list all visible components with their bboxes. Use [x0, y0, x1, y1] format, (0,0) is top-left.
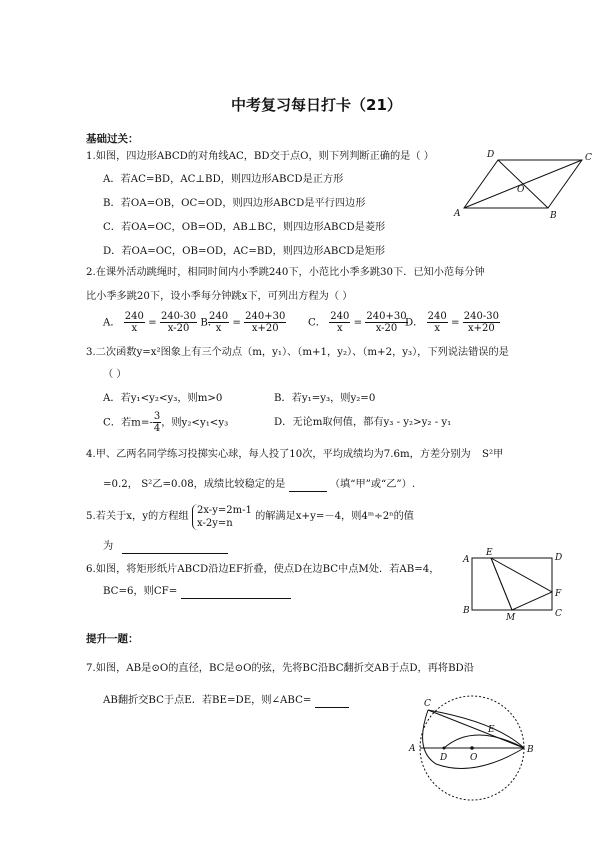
q6-label-a: A	[463, 555, 470, 565]
section-heading-basic: 基础过关：	[86, 133, 139, 145]
q4-line-2-b: =0.08，成绩比较稳定的是	[162, 479, 286, 490]
q4-answer-blank[interactable]	[289, 479, 327, 492]
q2-a-lhs: $\frac{240}{x}$	[124, 311, 144, 334]
q1-option-b: B．若OA=OB，OC=OD，则四边形ABCD是平行四边形	[103, 198, 366, 209]
q5-answer-blank[interactable]	[122, 541, 228, 554]
q6-line-1: 6.如图，将矩形纸片ABCD沿边EF折叠，使点D在边BC中点M处．若AB=4，	[86, 564, 440, 575]
q2-c-eq: =	[353, 317, 363, 329]
q2-b-rhs: $\frac{240+30}{x+20}$	[245, 311, 286, 334]
q2-option-c-letter: C．	[308, 317, 326, 329]
q2-option-c	[308, 311, 408, 334]
q1-stem: 1.如图，四边形ABCD的对角线AC，BD交于点O，则下列判断正确的是（ ）	[86, 151, 434, 162]
q1-label-o: O	[517, 185, 525, 195]
q6-label-c: C	[555, 609, 562, 619]
q2-d-rhs: $\frac{240-30}{x+20}$	[463, 311, 499, 334]
q5-eq-2: x-2y=n	[196, 518, 233, 529]
q3-option-d: D．无论m取何值，都有y₃ - y₂>y₂ - y₁	[274, 417, 452, 428]
q3-paren: （ ）	[103, 369, 127, 380]
q2-c-lhs: $\frac{240}{x}$	[330, 311, 350, 334]
q2-option-a	[103, 311, 218, 334]
q4-line-1: 4.甲、乙两名同学练习投掷实心球，每人投了10次，平均成绩均为7.6m，方差分别为	[86, 449, 471, 460]
q7-label-d: D	[440, 753, 448, 763]
q4-line-2	[103, 478, 415, 492]
q1-option-d: D．若OA=OC，OB=OD，AC=BD，则四边形ABCD是矩形	[103, 246, 386, 257]
q6-answer-blank[interactable]	[181, 586, 291, 599]
q7-label-o: O	[470, 753, 478, 763]
q2-d-eq: =	[450, 317, 460, 329]
q7-label-a: A	[409, 744, 416, 754]
q6-line-2-text: BC=6，则CF=	[103, 586, 178, 597]
q2-a-rhs: $\frac{240-30}{x-20}$	[160, 311, 197, 334]
q1-option-c: C．若OA=OC，OB=OD，AB⊥BC，则四边形ABCD是菱形	[103, 222, 386, 233]
q3-option-a: A．若y₁<y₂<y₃，则m>0	[103, 393, 223, 404]
q6-label-f: F	[555, 589, 562, 599]
q7-answer-blank[interactable]	[315, 695, 349, 708]
q1-option-a: A．若AC=BD，AC⊥BD，则四边形ABCD是正方形	[103, 174, 344, 185]
q7-label-c: C	[424, 699, 431, 709]
q5-pre: 5.若关于x，y的方程组	[86, 511, 189, 522]
q3-option-c	[103, 411, 228, 434]
q7-label-b: B	[527, 745, 534, 755]
q2-b-lhs: $\frac{240}{x}$	[209, 311, 229, 334]
q1-label-b: B	[550, 211, 557, 221]
q2-line-1: 2.在课外活动跳绳时，相同时间内小季跳240下，小范比小季多跳30下．已知小范每分钟	[86, 267, 485, 278]
q7-line-2-text: AB翻折交BC于点E．若BE=DE，则∠ABC=	[103, 695, 312, 706]
q6-label-m: M	[506, 613, 516, 622]
q6-figure-rectangle-fold	[458, 546, 570, 622]
q1-label-a: A	[454, 209, 461, 219]
q6-label-b: B	[463, 606, 470, 616]
page-title: 中考复习每日打卡（21）	[231, 96, 402, 114]
q2-option-b-letter: B．	[200, 317, 219, 329]
q5-line-2	[103, 540, 228, 554]
q2-option-b	[208, 311, 286, 334]
q4-s-yi: S²乙	[141, 479, 163, 490]
q7-line-1: 7.如图，AB是⊙O的直径，BC是⊙O的弦，先将BC沿BC翻折交AB于点D，再将BD沿	[86, 663, 474, 674]
q7-figure-circle-fold	[404, 692, 544, 822]
q5-line-2-text: 为	[103, 541, 114, 552]
q4-line-2-a: =0.2，	[103, 479, 138, 490]
q5-eq-1: 2x-y=2m-1	[196, 505, 252, 516]
q2-d-lhs: $\frac{240}{x}$	[427, 311, 447, 334]
q3-option-c-frac: $\frac{3}{4}$	[153, 411, 161, 434]
q5-system	[192, 504, 252, 530]
q2-option-d	[405, 311, 500, 334]
q6-label-d: D	[555, 553, 563, 563]
q2-c-rhs: $\frac{240+30}{x-20}$	[366, 311, 407, 334]
q2-line-2: 比小季多跳20下，设小季每分钟跳x下，可列出方程为（ ）	[86, 291, 353, 302]
q6-label-e: E	[486, 548, 493, 558]
q2-b-eq: =	[232, 317, 241, 329]
q1-figure-parallelogram	[450, 146, 595, 224]
q7-line-2	[103, 694, 349, 708]
q7-label-e: E	[488, 725, 495, 735]
q4-line-2-c: （填“甲”或“乙”）.	[329, 479, 416, 490]
q4-s-jia: S²甲	[482, 449, 504, 460]
q1-label-c: C	[585, 153, 592, 163]
q2-option-a-letter: A．	[103, 317, 121, 329]
section-heading-improve: 提升一题：	[86, 633, 139, 645]
q1-label-d: D	[487, 150, 495, 160]
q3-line-1: 3.二次函数y=x²图象上有三个动点（m，y₁）、（m+1，y₂）、（m+2，y₃），下列说法错误的是	[86, 347, 509, 358]
q3-option-b: B．若y₁=y₃，则y₂=0	[274, 393, 376, 404]
q3-option-c-post: ，则y₂<y₁<y₃	[161, 417, 229, 429]
q5-line-1	[86, 504, 414, 530]
q2-a-eq: =	[148, 317, 157, 329]
q2-option-d-letter: D．	[405, 317, 424, 329]
q3-option-c-pre: C．若m=-	[103, 417, 153, 429]
q6-line-2	[103, 585, 291, 599]
q5-post: 的解满足x+y=－4，则4ᵐ÷2ⁿ的值	[255, 511, 414, 522]
